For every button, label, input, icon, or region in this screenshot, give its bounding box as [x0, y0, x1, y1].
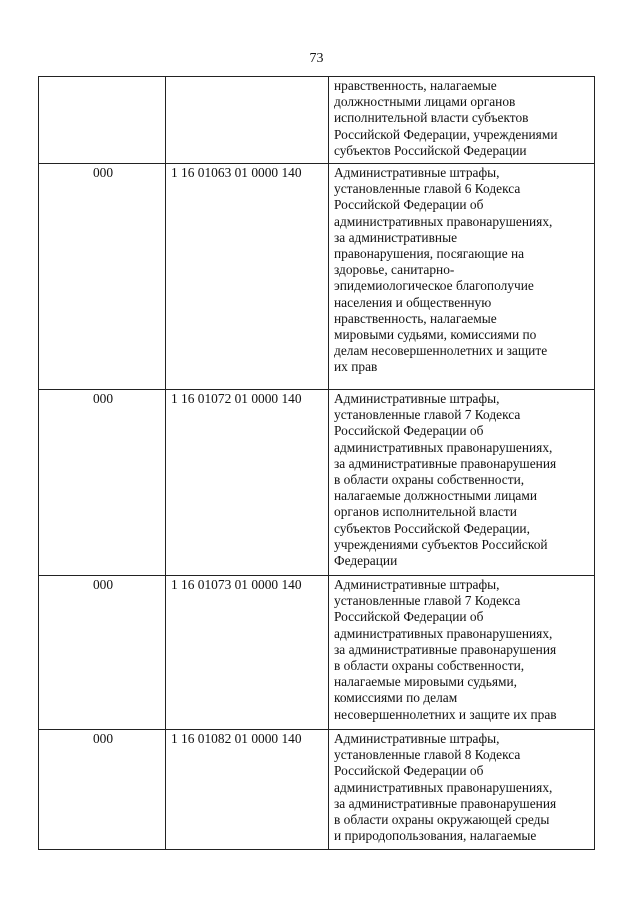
table-row: [39, 164, 595, 390]
description-line: Российской Федерации, учреждениями: [334, 126, 558, 142]
description-line: административных правонарушениях,: [334, 439, 553, 455]
description-line: в области охраны окружающей среды: [334, 812, 550, 828]
description-line: несовершеннолетних и защите их прав: [334, 706, 557, 722]
description-line: Российской Федерации об: [334, 609, 484, 625]
admin-code-cell: 000: [39, 730, 166, 850]
description-line: мировыми судьями, комиссиями по: [334, 327, 537, 343]
admin-code-cell: 000: [39, 164, 166, 390]
table-row: [39, 730, 595, 850]
description-line: нравственность, налагаемые: [334, 78, 497, 93]
description-line: субъектов Российской Федерации,: [334, 520, 530, 536]
page-number: 73: [309, 51, 324, 66]
description-line: Российской Федерации об: [334, 423, 484, 439]
description-line: и природопользования, налагаемые: [334, 828, 537, 844]
description-cell: [329, 730, 595, 850]
kbk-code-cell: 1 16 01063 01 0000 140: [166, 164, 329, 390]
description-line: Административные штрафы,: [334, 731, 500, 746]
description-line: административных правонарушениях,: [334, 625, 553, 641]
description-cell: [329, 164, 595, 390]
table-row: [39, 77, 595, 164]
description-line: Административные штрафы,: [334, 391, 500, 406]
description-line: здоровье, санитарно-: [334, 262, 455, 278]
description-line: за административные правонарушения: [334, 455, 557, 471]
description-line: установленные главой 7 Кодекса: [334, 407, 521, 423]
description-line: за административные: [334, 229, 458, 245]
description-line: правонарушения, посягающие на: [334, 246, 525, 262]
description-line: в области охраны собственности,: [334, 658, 525, 674]
description-line: населения и общественную: [334, 294, 492, 310]
description-line: административных правонарушениях,: [334, 779, 553, 795]
description-line: субъектов Российской Федерации: [334, 142, 527, 158]
description-line: исполнительной власти субъектов: [334, 110, 529, 126]
admin-code-cell: [39, 77, 166, 164]
description-line: эпидемиологическое благополучие: [334, 278, 534, 294]
budget-classification-table: [38, 76, 595, 850]
admin-code-cell: 000: [39, 576, 166, 730]
description-line: Российской Федерации об: [334, 763, 484, 779]
table-row: [39, 576, 595, 730]
kbk-code-cell: 1 16 01072 01 0000 140: [166, 390, 329, 576]
description-line: комиссиями по делам: [334, 690, 458, 706]
description-line: в области охраны собственности,: [334, 472, 525, 488]
description-line: нравственность, налагаемые: [334, 310, 497, 326]
description-line: налагаемые должностными лицами: [334, 488, 537, 504]
description-line: установленные главой 8 Кодекса: [334, 747, 521, 763]
kbk-code-cell: [166, 77, 329, 164]
admin-code-cell: 000: [39, 390, 166, 576]
description-line: Российской Федерации об: [334, 197, 484, 213]
description-cell: [329, 576, 595, 730]
kbk-code-cell: 1 16 01073 01 0000 140: [166, 576, 329, 730]
description-line: установленные главой 6 Кодекса: [334, 181, 521, 197]
description-cell: [329, 390, 595, 576]
description-cell: [329, 77, 595, 164]
description-line: органов исполнительной власти: [334, 504, 517, 520]
description-line: их прав: [334, 359, 378, 375]
description-line: за административные правонарушения: [334, 795, 557, 811]
description-line: налагаемые мировыми судьями,: [334, 674, 518, 690]
description-line: должностными лицами органов: [334, 94, 516, 110]
description-line: учреждениями субъектов Российской: [334, 536, 548, 552]
description-line: за административные правонарушения: [334, 641, 557, 657]
description-line: административных правонарушениях,: [334, 213, 553, 229]
description-line: Административные штрафы,: [334, 165, 500, 180]
description-line: Федерации: [334, 553, 398, 569]
table-row: [39, 390, 595, 576]
description-line: делам несовершеннолетних и защите: [334, 343, 548, 359]
description-line: Административные штрафы,: [334, 577, 500, 592]
kbk-code-cell: 1 16 01082 01 0000 140: [166, 730, 329, 850]
description-line: установленные главой 7 Кодекса: [334, 593, 521, 609]
